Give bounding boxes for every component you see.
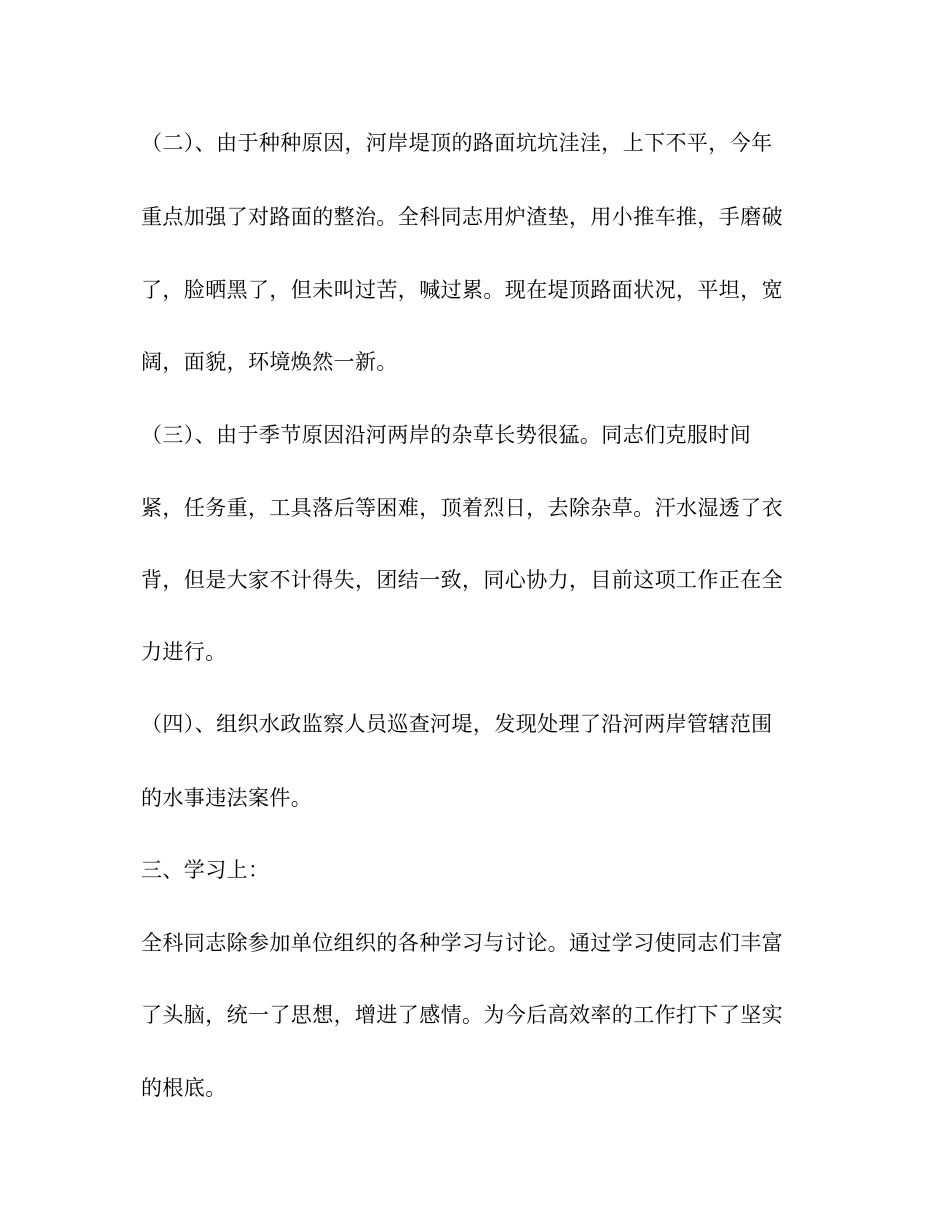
- text-line: （二）、由于种种原因，河岸堤顶的路面坑坑洼洼，上下不平，今年: [141, 131, 773, 155]
- text-line: 背，但是大家不计得失，团结一致，同心协力，目前这项工作正在全: [141, 568, 783, 592]
- text-line: 力进行。: [141, 640, 227, 664]
- text-line: 的根底。: [141, 1076, 227, 1100]
- text-line: （三）、由于季节原因沿河两岸的杂草长势很猛。同志们克服时间: [141, 423, 752, 447]
- text-line: 了头脑，统一了思想，增进了感情。为今后高效率的工作打下了坚实: [141, 1003, 783, 1027]
- text-line: 全科同志除参加单位组织的各种学习与讨论。通过学习使同志们丰富: [141, 931, 783, 955]
- text-line: 重点加强了对路面的整治。全科同志用炉渣垫，用小推车推，手磨破: [141, 205, 783, 229]
- text-line: 的水事违法案件。: [141, 786, 313, 810]
- text-line: 阔，面貌，环境焕然一新。: [141, 350, 398, 374]
- text-line: 紧，任务重，工具落后等困难，顶着烈日，去除杂草。汗水湿透了衣: [141, 496, 783, 520]
- text-line: 了，脸晒黑了，但未叫过苦，喊过累。现在堤顶路面状况，平坦，宽: [141, 278, 783, 302]
- text-line: （四）、组织水政监察人员巡查河堤，发现处理了沿河两岸管辖范围: [141, 712, 773, 736]
- section-heading: 三、学习上：: [141, 858, 270, 882]
